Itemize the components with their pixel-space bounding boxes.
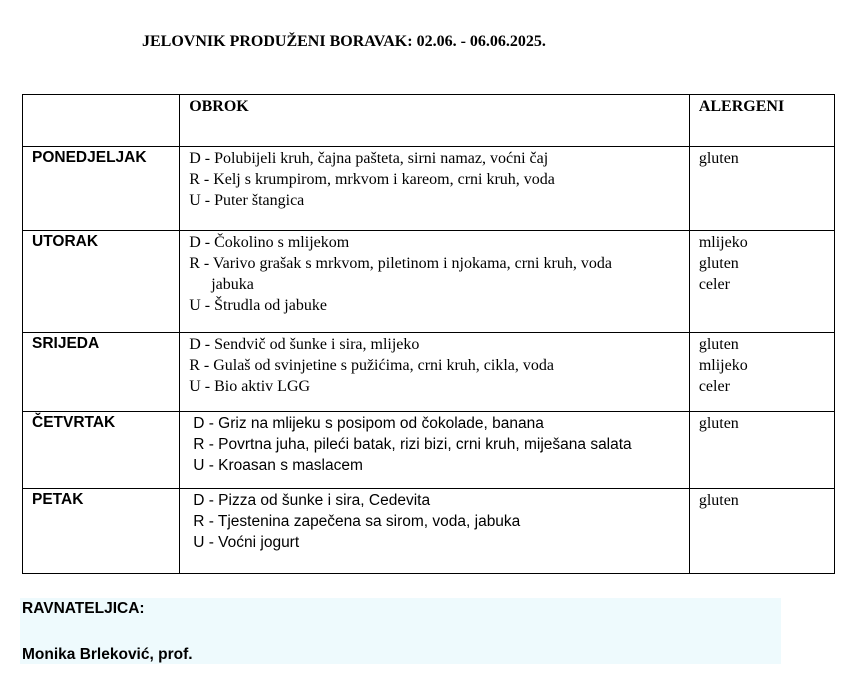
- allergen-item: gluten: [698, 492, 739, 509]
- allergen-item: gluten: [698, 255, 739, 272]
- signature-role: RAVNATELJICA:: [22, 600, 145, 617]
- meal-line: U - Voćni jogurt: [193, 534, 300, 551]
- header-allergens: ALERGENI: [689, 95, 834, 147]
- table-row: [23, 412, 835, 489]
- allergen-cell: [689, 412, 834, 489]
- header-meal: OBROK: [180, 95, 690, 147]
- meal-line: R - Povrtna juha, pileći batak, rizi bizi, crni kruh, miješana salata: [193, 436, 632, 453]
- table-row: [23, 147, 835, 231]
- day-cell: PETAK: [23, 489, 180, 574]
- table-row: [23, 489, 835, 574]
- allergen-item: gluten: [698, 336, 739, 353]
- meal-line: jabuka: [211, 276, 254, 293]
- meal-line: U - Štrudla od jabuke: [189, 297, 327, 314]
- meal-line: R - Kelj s krumpirom, mrkvom i kareom, crni kruh, voda: [189, 171, 555, 188]
- allergen-item: gluten: [698, 150, 739, 167]
- meal-line: U - Kroasan s maslacem: [193, 457, 363, 474]
- signature-block: [20, 598, 781, 664]
- meal-line: D - Pizza od šunke i sira, Cedevita: [193, 492, 431, 509]
- allergen-item: mlijeko: [698, 234, 748, 251]
- allergen-cell: [689, 333, 834, 412]
- meal-line: R - Tjestenina zapečena sa sirom, voda, jabuka: [193, 513, 521, 530]
- signature-name: Monika Brleković, prof.: [22, 646, 193, 663]
- meal-line: D - Čokolino s mlijekom: [189, 234, 350, 251]
- meal-line: R - Gulaš od svinjetine s pužićima, crni kruh, cikla, voda: [189, 357, 554, 374]
- day-cell: UTORAK: [23, 231, 180, 333]
- meal-cell: [180, 333, 690, 412]
- meal-cell: [180, 147, 690, 231]
- table-row: [23, 231, 835, 333]
- meal-line: D - Polubijeli kruh, čajna pašteta, sirni namaz, voćni čaj: [189, 150, 549, 167]
- table-row: [23, 333, 835, 412]
- menu-table: [22, 94, 835, 574]
- meal-line: D - Griz na mlijeku s posipom od čokolade, banana: [193, 415, 544, 432]
- meal-cell: [180, 231, 690, 333]
- allergen-item: mlijeko: [698, 357, 748, 374]
- allergen-item: celer: [698, 378, 730, 395]
- meal-line: D - Sendvič od šunke i sira, mlijeko: [189, 336, 420, 353]
- meal-cell: [180, 412, 690, 489]
- meal-line: U - Puter štangica: [189, 192, 305, 209]
- meal-cell: [180, 489, 690, 574]
- day-cell: ČETVRTAK: [23, 412, 180, 489]
- day-cell: PONEDJELJAK: [23, 147, 180, 231]
- allergen-cell: [689, 489, 834, 574]
- meal-line: R - Varivo grašak s mrkvom, piletinom i njokama, crni kruh, voda: [189, 255, 612, 272]
- document-title: JELOVNIK PRODUŽENI BORAVAK: 02.06. - 06.06.2025.: [142, 33, 546, 50]
- header-row: [23, 95, 835, 147]
- allergen-item: celer: [698, 276, 730, 293]
- allergen-cell: [689, 231, 834, 333]
- header-day: [23, 95, 180, 147]
- allergen-item: gluten: [698, 415, 739, 432]
- allergen-cell: [689, 147, 834, 231]
- meal-line: U - Bio aktiv LGG: [189, 378, 311, 395]
- day-cell: SRIJEDA: [23, 333, 180, 412]
